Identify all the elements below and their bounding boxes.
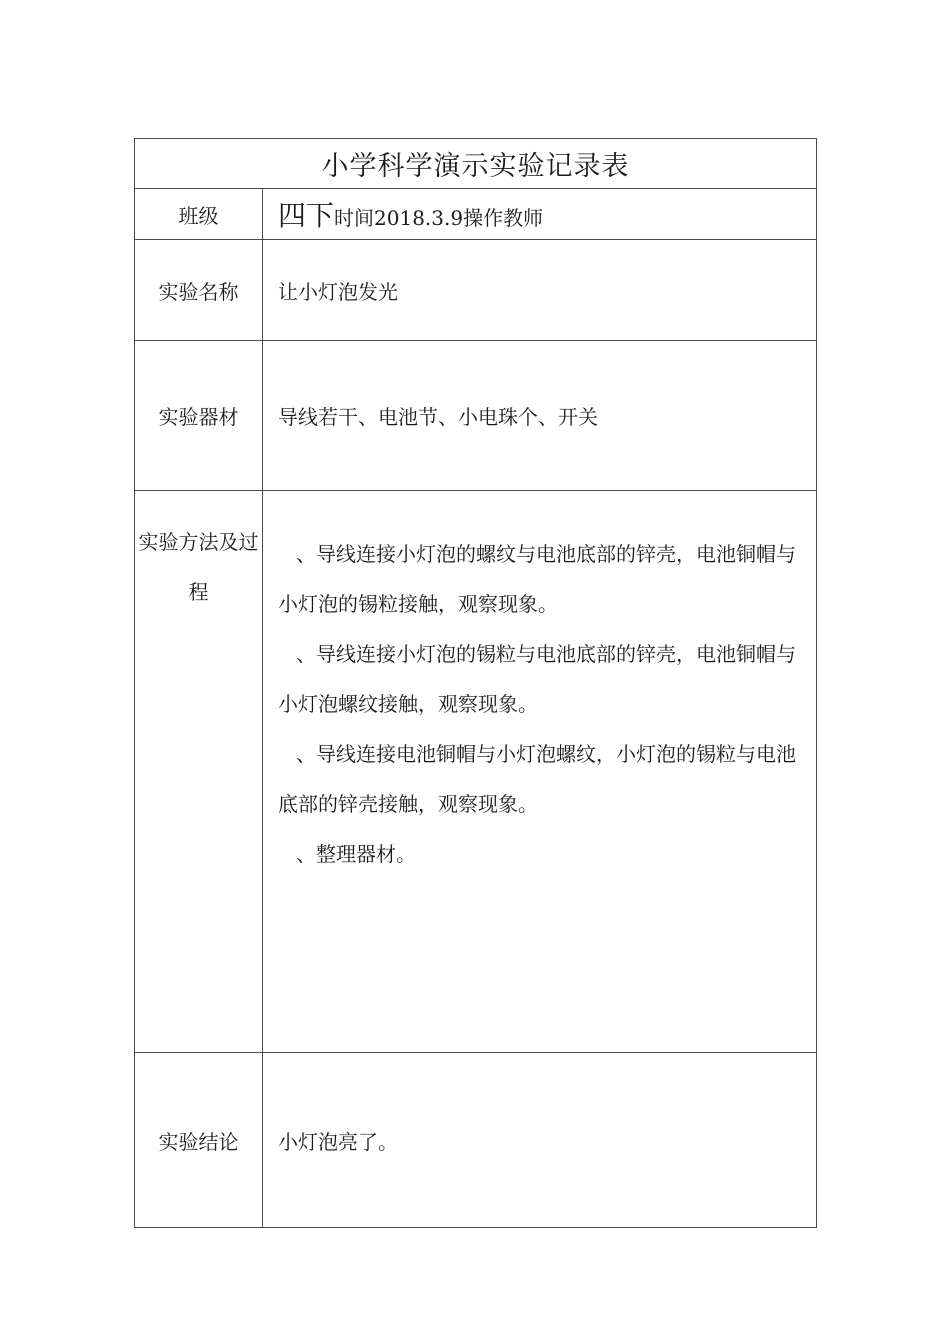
method-step-text: 、导线连接电池铜帽与小灯泡螺纹，小灯泡的锡粒与电池底部的锌壳接触，观察现象。 [278,742,796,816]
method-step [278,829,806,879]
grade-value: 四下 [278,199,335,232]
method-step [278,729,806,829]
title-row [135,139,817,189]
method-step-text: 、导线连接小灯泡的锡粒与电池底部的锌壳，电池铜帽与小灯泡螺纹接触，观察现象。 [278,642,796,716]
method-step-text: 、整理器材。 [296,842,416,866]
method-row [135,491,817,1053]
class-label: 班级 [135,189,263,240]
experiment-record-table [134,138,817,1228]
method-label [135,491,263,1053]
materials-label: 实验器材 [135,341,263,491]
materials-value: 导线若干、电池节、小电珠个、开关 [263,341,817,491]
experiment-name-row [135,240,817,341]
method-step [278,629,806,729]
experiment-name-value: 让小灯泡发光 [263,240,817,341]
method-step [278,529,806,629]
method-steps [263,491,817,1053]
conclusion-row [135,1053,817,1228]
materials-row [135,341,817,491]
time-label: 时间 [334,206,375,230]
experiment-name-label: 实验名称 [135,240,263,341]
time-value: 2018.3.9 [374,206,464,230]
conclusion-label: 实验结论 [135,1053,263,1228]
method-label-text: 实验方法及过程 [138,530,259,604]
teacher-label: 操作教师 [463,206,544,230]
method-step-text: 、导线连接小灯泡的螺纹与电池底部的锌壳，电池铜帽与小灯泡的锡粒接触，观察现象。 [278,542,796,616]
table-title: 小学科学演示实验记录表 [135,139,817,189]
conclusion-value: 小灯泡亮了。 [263,1053,817,1228]
class-row [135,189,817,240]
class-info-cell [263,189,817,240]
